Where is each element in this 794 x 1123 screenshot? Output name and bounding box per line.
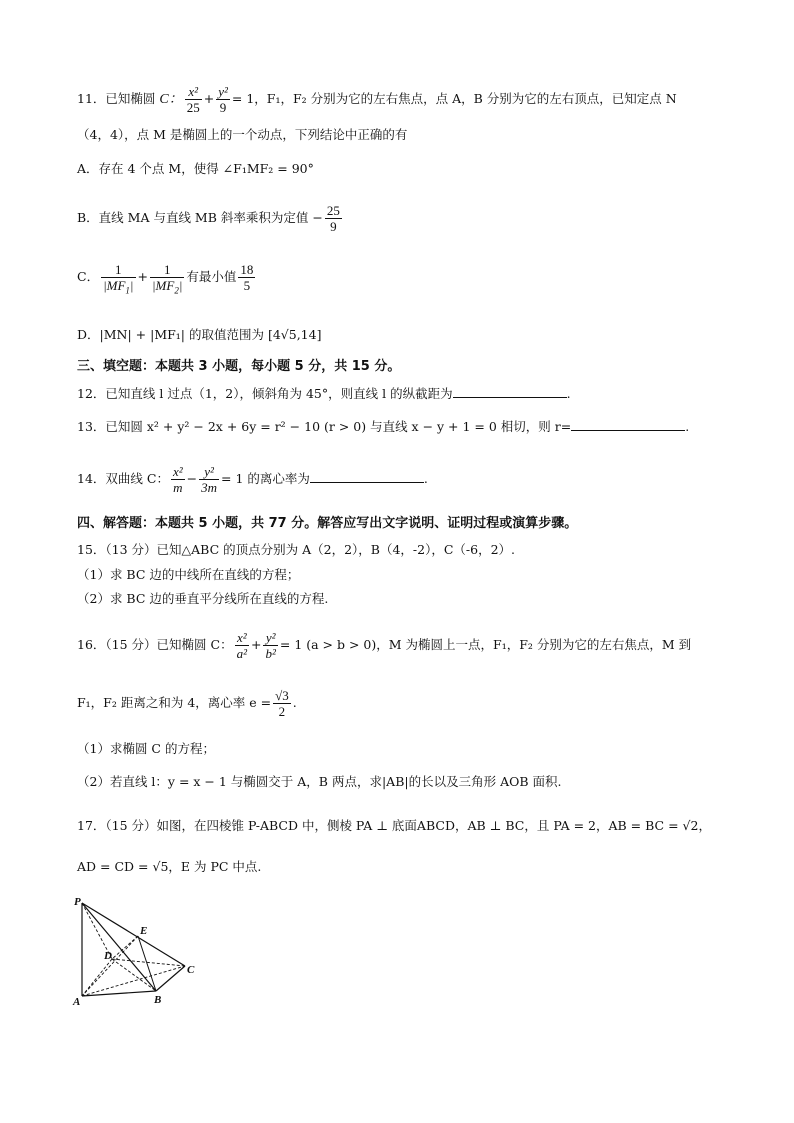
edge-ad — [82, 959, 112, 996]
diag-ac — [82, 966, 185, 996]
q15-part1: （1）求 BC 边的中线所在直线的方程； — [77, 567, 300, 582]
q15-part2: （2）求 BC 边的垂直平分线所在直线的方程. — [77, 591, 329, 606]
diag-bd — [112, 959, 156, 991]
label-c: C — [187, 964, 195, 976]
q15-stem: 15．（13 分）已知△ABC 的顶点分别为 A（2，2），B（4，-2），C（-6，2）. — [77, 542, 516, 557]
q11-option-d: D．|MN| + |MF₁| 的取值范围为 [4√5,14] — [77, 327, 322, 342]
q14: 14．双曲线 C： $\frac{\text{x²}}{m}$ − $\frac{\text{y²}}{3m}$ = 1 的离心率为 . — [77, 464, 428, 495]
seg-ea — [82, 936, 138, 996]
edge-pc — [82, 903, 185, 966]
label-b: B — [154, 994, 162, 1006]
q11-option-c: C． $\frac{1}{|MF_1|}$ + $\frac{1}{|MF_2|}$ 有最小值 $\frac{18}{5}$ — [77, 262, 254, 296]
pyramid-figure — [72, 893, 202, 1013]
seg-ed — [112, 936, 138, 959]
label-p: P — [74, 896, 81, 908]
q11-option-b: B．直线 MA 与直线 MB 斜率乘积为定值 − $\frac{25}{9}$ — [77, 203, 340, 234]
q13: 13．已知圆 x² + y² − 2x + 6y = r² − 10 (r > 0) 与直线 x − y + 1 = 0 相切，则 r= . — [77, 419, 690, 434]
seg-eb — [138, 936, 156, 991]
label-e: E — [140, 925, 148, 937]
q17-line1: 17．（15 分）如图，在四棱锥 P-ABCD 中，侧棱 PA ⊥ 底面ABCD，AB ⊥ BC，且 PA = 2，AB = BC = √2， — [77, 818, 711, 833]
q11-frac-x: $\frac{\text{x²}}{25}$ — [186, 84, 200, 115]
q11-option-a: A．存在 4 个点 M，使得 ∠F₁MF₂ = 90° — [77, 161, 314, 176]
q17-line2: AD = CD = √5，E 为 PC 中点. — [77, 859, 262, 874]
label-d: D — [104, 950, 112, 962]
label-a: A — [73, 996, 81, 1008]
edge-bc — [156, 966, 185, 991]
q12: 12．已知直线 l 过点（1，2），倾斜角为 45°，则直线 l 的纵截距为 . — [77, 386, 571, 401]
section3-heading: 三、填空题：本题共 3 小题，每小题 5 分，共 15 分。 — [77, 359, 401, 374]
q11-line2: （4，4），点 M 是椭圆上的一个动点，下列结论中正确的有 — [77, 127, 408, 142]
q16-part1: （1）求椭圆 C 的方程； — [77, 741, 215, 756]
q16-part2: （2）若直线 l：y = x − 1 与椭圆交于 A，B 两点，求|AB|的长以及三角形 AOB 面积. — [77, 774, 562, 789]
edge-cd — [112, 959, 185, 966]
q16-stem: 16．（15 分）已知椭圆 C： $\frac{\text{x²}}{\text{a²}}$ + $\frac{\text{y²}}{\text{b²}}$ = 1 (a > b > 0)，M 为椭圆上一点，F₁，F₂ 分别为它的左右焦点，M 到 — [77, 630, 692, 661]
edge-ab — [82, 991, 156, 996]
section4-heading: 四、解答题：本题共 5 小题，共 77 分。解答应写出文字说明、证明过程或演算步骤。 — [77, 516, 578, 531]
q11-frac-y: $\frac{\text{y²}}{9}$ — [218, 84, 228, 115]
q16-line2: F₁，F₂ 距离之和为 4，离心率 e = $\frac{√3}{2}$ . — [77, 688, 297, 719]
q11-line1: 11．已知椭圆 C： $\frac{\text{x²}}{25}$ + $\frac{\text{y²}}{9}$ = 1，F₁，F₂ 分别为它的左右焦点，点 A，B 分别为它的左右顶点，已知定点 N — [77, 84, 677, 115]
